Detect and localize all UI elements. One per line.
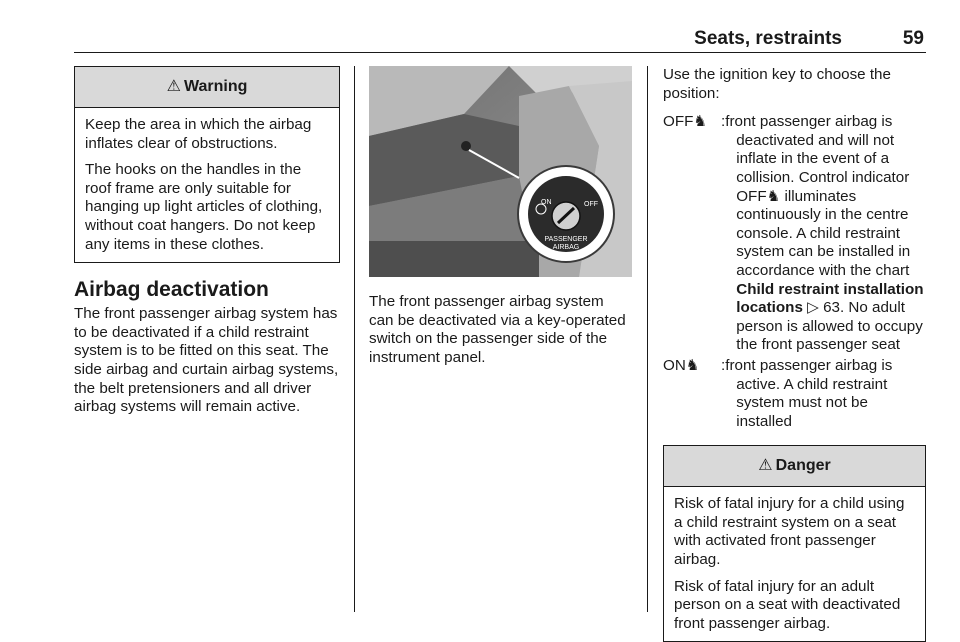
- column-divider: [647, 66, 648, 612]
- option-term-text: OFF: [663, 113, 694, 131]
- danger-header: [664, 446, 925, 487]
- instructions-intro: Use the ignition key to choose the position:: [663, 66, 891, 102]
- option-term: [663, 357, 721, 431]
- warning-icon: ⚠: [758, 456, 773, 474]
- option-text: illuminates continuously in the centre console. A child restraint system can be installed in accordance with the chart: [736, 187, 911, 279]
- danger-paragraph: Risk of fatal injury for an adult person on a seat with deactivated front passenger airbag.: [674, 577, 901, 632]
- option-off: [663, 113, 926, 355]
- page-reference-icon: ▷: [807, 299, 819, 317]
- page-header: [74, 28, 926, 53]
- airbag-switch-figure: [369, 66, 632, 277]
- switch-airbag-label: AIRBAG: [552, 244, 580, 251]
- warning-box: [74, 66, 340, 263]
- option-on: [663, 357, 926, 431]
- switch-off-label: OFF: [584, 201, 598, 208]
- warning-icon: ⚠: [166, 77, 181, 95]
- danger-body: [664, 487, 925, 641]
- column-middle: [369, 66, 632, 367]
- option-term: [663, 113, 721, 355]
- warning-paragraph: The hooks on the handles in the roof frame are only suitable for hanging up light articles of clothing, without coat hangers. Do not keep any items in these clothes.: [85, 161, 323, 253]
- switch-passenger-label: PASSENGER: [544, 236, 588, 243]
- column-left: [74, 66, 340, 417]
- section-body: The front passenger airbag system has to be deactivated if a child restraint system is to be fitted on this seat. The side airbag and curtain airbag systems, the belt pretensioners and all driver airbag systems will remain active.: [74, 305, 339, 416]
- danger-box: [663, 445, 926, 642]
- option-text: front passenger airbag is deactivated and will not inflate in the event of a collision. Control indicator OFF: [725, 113, 910, 205]
- danger-paragraph: Risk of fatal injury for a child using a child restraint system on a seat with activated front passenger airbag.: [674, 495, 905, 569]
- column-divider: [354, 66, 355, 612]
- option-text: . No adult person is allowed to occupy the front passenger seat: [736, 299, 923, 354]
- danger-title: Danger: [775, 456, 831, 474]
- option-description: front passenger airbag is active. A child restraint system must not be installed: [725, 356, 893, 430]
- passenger-airbag-off-icon: ♞: [766, 187, 781, 205]
- switch-on-label: ON: [541, 199, 552, 206]
- passenger-airbag-off-icon: ♞: [693, 113, 707, 131]
- warning-header: [75, 67, 339, 108]
- passenger-airbag-on-icon: ♞: [685, 356, 700, 374]
- option-term-text: ON: [663, 356, 686, 374]
- column-right: [663, 66, 926, 642]
- page-number: 59: [902, 28, 924, 49]
- page-reference[interactable]: 63: [823, 299, 840, 317]
- cross-reference-link[interactable]: Child restraint installation locations: [736, 280, 924, 317]
- section-title: Seats, restraints: [694, 28, 842, 49]
- option-description: [725, 113, 926, 355]
- option-separator: :: [721, 113, 726, 131]
- section-heading: Airbag deactivation: [74, 278, 269, 302]
- warning-title: Warning: [183, 77, 248, 95]
- figure-caption: The front passenger airbag system can be deactivated via a key-operated switch on the passenger side of the instrument panel.: [369, 293, 626, 366]
- warning-body: [75, 108, 339, 262]
- warning-paragraph: Keep the area in which the airbag inflates clear of obstructions.: [85, 116, 312, 152]
- car-interior-illustration: [369, 66, 632, 277]
- option-separator: :: [721, 356, 726, 374]
